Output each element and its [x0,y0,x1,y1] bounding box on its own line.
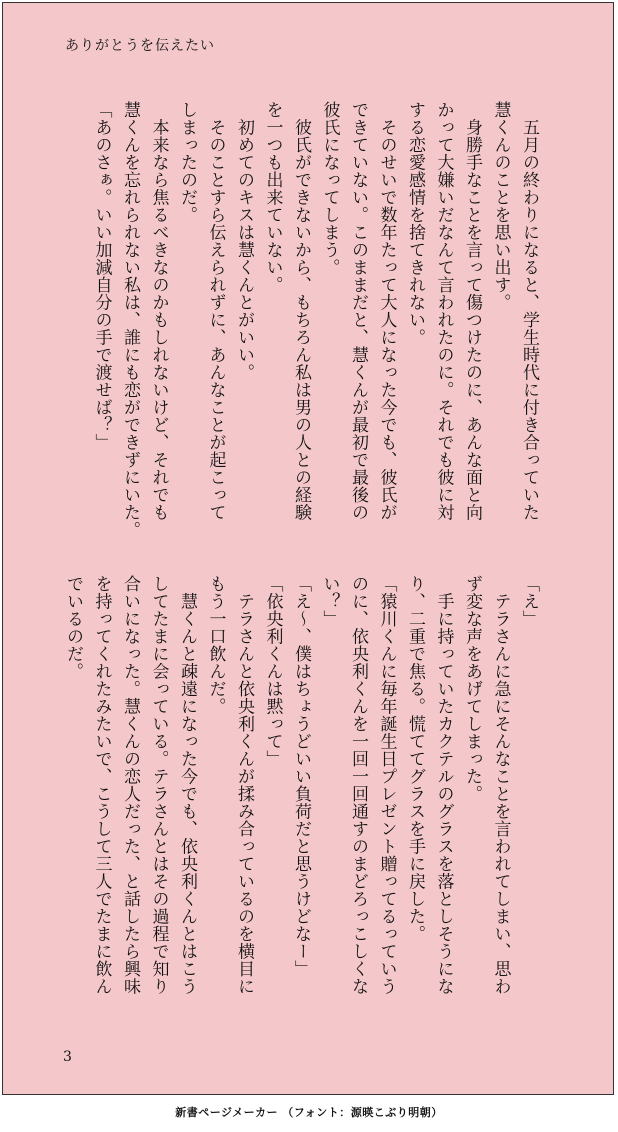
text-top-line: かって大嫌いだなんて言われたのに。それでも彼に対 [433,101,454,521]
text-top-line: 彼氏ができないから、もちろん私は男の人との経験 [291,101,311,521]
text-bottom-line: い？」 [319,575,340,628]
text-bottom-line: のに、依央利くんを一回一回通すのまどろっこしくな [348,575,368,995]
text-bottom-line: ず変な声をあげてしまった。 [462,575,482,803]
text-bottom-line: テラさんに急にそんなことを言われてしまい、思わ [490,575,511,995]
text-top-line: を一つも出来ていない。 [262,101,283,294]
footer-credit: 新書ページメーカー （フォント：源暎こぶり明朝） [175,1106,443,1119]
text-top-line: そのことすら伝えられずに、あんなことが起こって [205,101,226,521]
text-bottom-line: 「え」 [519,575,539,628]
text-bottom-line: を持ってくれたみたいで、こうして三人でたまに飲ん [91,575,112,995]
text-bottom-line: 「え〜、僕はちょうどいい負荷だと思うけどなー」 [291,575,311,978]
text-bottom-line: テラさんと依央利くんが揉み合っているのを横目に [234,575,254,995]
text-top-line: 身勝手なことを言って傷つけたのに、あんな面と向 [462,101,482,521]
text-bottom-line: 手に持っていたカクテルのグラスを落としそうにな [433,575,454,995]
text-block-top [87,101,543,541]
text-bottom-line: り、二重で焦る。慌ててグラスを手に戻した。 [405,575,425,943]
text-top-line: できていない。このままだと、慧くんが最初で最後の [348,101,368,521]
text-block-bottom [59,575,544,1015]
text-bottom-line: 「依央利くんは黙って」 [262,575,283,768]
text-top-line: する恋愛感情を捨てきれない。 [405,101,425,346]
text-top-line: 「あのさぁ。いい加減自分の手で渡せば？」 [91,101,112,451]
text-bottom-line: でいるのだ。 [63,575,83,680]
text-top-line: しまったのだ。 [177,101,197,224]
text-bottom-line: してたまに会っている。テラさんとはその過程で知り [148,575,169,995]
text-top-line: 本来なら焦るべきなのかもしれないけど、それでも [148,101,169,521]
page-number: 3 [63,1049,72,1065]
text-bottom-line: 「猿川くんに毎年誕生日プレゼント贈ってるっていう [376,575,397,995]
text-top-line: 五月の終わりになると、学生時代に付き合っていた [519,101,539,521]
text-top-line: 彼氏になってしまう。 [319,101,340,276]
text-bottom-line: 合いになった。慧くんの恋人だった、と話したら興味 [120,575,140,995]
book-title: ありがとうを伝えたい [65,38,215,54]
book-page [2,2,614,1095]
text-top-line: 初めてのキスは慧くんとがいい。 [234,101,254,381]
text-top-line: そのせいで数年たって大人になった今でも、彼氏が [376,101,397,521]
text-bottom-line: もう一口飲んだ。 [205,575,226,715]
text-bottom-line: 慧くんと疎遠になった今でも、依央利くんとはこう [177,575,197,995]
text-top-line: 慧くんを忘れられない私は、誰にも恋ができずにいた。 [120,101,140,539]
text-top-line: 慧くんのことを思い出す。 [490,101,511,311]
